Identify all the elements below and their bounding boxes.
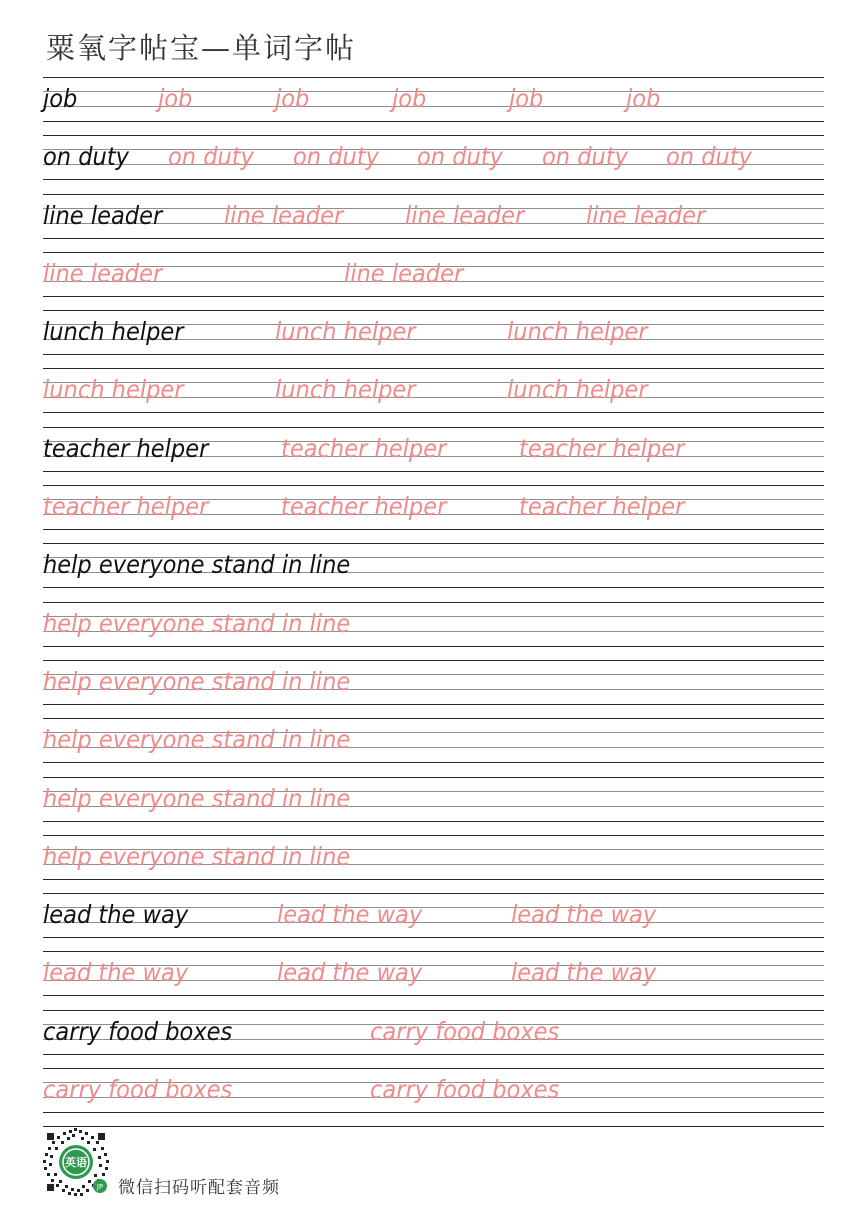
trace-word: carry food boxes [370, 1016, 560, 1046]
trace-word: teacher helper [281, 492, 447, 522]
practice-row [43, 485, 824, 543]
scan-instructions: 微信扫码听配套音频 [118, 1178, 280, 1198]
practice-row [43, 718, 824, 776]
trace-word: lead the way [277, 958, 423, 988]
model-word: on duty [43, 142, 130, 172]
practice-row [43, 602, 824, 660]
trace-word: lead the way [511, 958, 657, 988]
practice-row [43, 368, 824, 426]
trace-word: line leader [43, 258, 163, 288]
practice-row [43, 77, 824, 135]
trace-word: job [626, 84, 661, 113]
trace-word: lunch helper [43, 375, 184, 405]
practice-row [43, 252, 824, 310]
practice-row [43, 310, 824, 368]
trace-word: line leader [344, 258, 464, 288]
trace-word: line leader [405, 200, 525, 230]
trace-word: line leader [586, 200, 706, 230]
qr-code[interactable] [41, 1127, 111, 1197]
trace-word: on duty [666, 142, 753, 172]
qr-badge-label: 英语 [65, 1156, 87, 1169]
trace-word: lunch helper [507, 375, 648, 405]
trace-word: carry food boxes [370, 1075, 560, 1105]
trace-word: teacher helper [281, 433, 447, 463]
trace-word: teacher helper [519, 492, 685, 522]
trace-word: help everyone stand in line [43, 608, 351, 638]
model-word: carry food boxes [43, 1016, 233, 1046]
page-title: 粟氧字帖宝—单词字帖 [46, 31, 357, 65]
model-word: job [43, 84, 78, 113]
trace-word: teacher helper [43, 492, 209, 522]
practice-row [43, 543, 824, 601]
model-word: teacher helper [43, 433, 209, 463]
practice-row [43, 835, 824, 893]
practice-row [43, 777, 824, 835]
trace-word: lunch helper [507, 317, 648, 347]
trace-word: lead the way [511, 900, 657, 930]
practice-row [43, 194, 824, 252]
trace-word: help everyone stand in line [43, 841, 351, 871]
trace-word: job [392, 84, 427, 113]
trace-word: help everyone stand in line [43, 725, 351, 755]
trace-word: teacher helper [519, 433, 685, 463]
practice-rows [43, 77, 824, 1126]
practice-row [43, 893, 824, 951]
practice-row [43, 1010, 824, 1068]
trace-word: lead the way [43, 958, 189, 988]
trace-word: lead the way [277, 900, 423, 930]
practice-row [43, 1068, 824, 1126]
qr-corner-label: JP [96, 1183, 104, 1191]
model-word: lunch helper [43, 317, 184, 347]
model-word: help everyone stand in line [43, 550, 351, 580]
trace-word: job [509, 84, 544, 113]
trace-word: lunch helper [275, 375, 416, 405]
model-word: line leader [43, 200, 163, 230]
trace-word: job [158, 84, 193, 113]
trace-word: line leader [224, 200, 344, 230]
trace-word: on duty [417, 142, 504, 172]
trace-word: lunch helper [275, 317, 416, 347]
footer [41, 1127, 441, 1199]
trace-word: job [275, 84, 310, 113]
practice-row [43, 951, 824, 1009]
practice-row [43, 660, 824, 718]
trace-word: on duty [293, 142, 380, 172]
model-word: lead the way [43, 900, 189, 930]
trace-word: help everyone stand in line [43, 666, 351, 696]
trace-word: on duty [168, 142, 255, 172]
trace-word: on duty [542, 142, 629, 172]
practice-row [43, 427, 824, 485]
practice-row [43, 135, 824, 193]
trace-word: carry food boxes [43, 1075, 233, 1105]
trace-word: help everyone stand in line [43, 783, 351, 813]
